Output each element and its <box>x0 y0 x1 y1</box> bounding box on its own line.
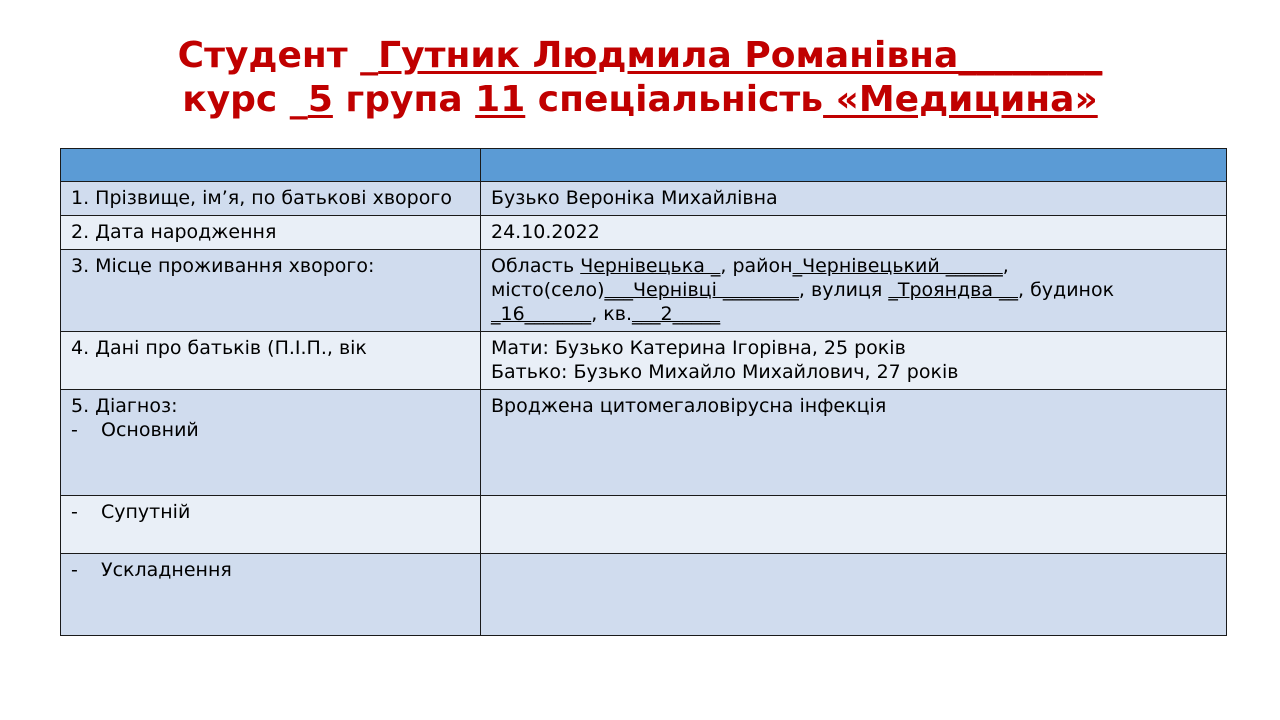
region-label: Область <box>491 255 581 277</box>
concomitant-value <box>481 496 1227 554</box>
title-line-2 <box>0 78 1280 122</box>
group-value: 11 <box>475 79 526 120</box>
group-label: група <box>332 79 476 120</box>
page-title <box>0 34 1280 122</box>
house-value: _16_______ <box>491 303 592 325</box>
birthdate-label: 2. Дата народження <box>61 216 481 250</box>
street-value: _Трояндва __ <box>888 279 1019 301</box>
city-value: ___Чернівці ________ <box>604 279 799 301</box>
student-label: Студент _ <box>177 35 379 76</box>
table-row-name <box>61 182 1227 216</box>
title-line-1 <box>0 34 1280 78</box>
table-row-birthdate <box>61 216 1227 250</box>
specialty-label: спеціальність <box>525 79 824 120</box>
dash-bullet: - <box>71 419 78 441</box>
district-comma: , <box>1002 255 1009 277</box>
street-label: , вулиця <box>798 279 889 301</box>
student-name: Гутник Людмила Романівна________ <box>378 35 1103 76</box>
header-cell-1 <box>61 149 481 182</box>
address-line-1 <box>491 254 1216 278</box>
district-value: _Чернівецький ______ <box>792 255 1003 277</box>
main-diagnosis-item <box>71 418 470 442</box>
parents-value <box>481 332 1227 390</box>
apt-label: , кв. <box>591 303 632 325</box>
name-value: Бузько Вероніка Михайлівна <box>481 182 1227 216</box>
father-info: Батько: Бузько Михайло Михайлович, 27 років <box>491 361 959 383</box>
complications-item <box>71 558 470 582</box>
address-line-3 <box>491 302 1216 326</box>
course-label: курс _ <box>182 79 308 120</box>
diagnosis-label: 5. Діагноз: <box>71 395 178 417</box>
name-label: 1. Прізвище, ім’я, по батькові хворого <box>61 182 481 216</box>
dash-bullet: - <box>71 559 78 581</box>
table-row-address <box>61 250 1227 332</box>
complications-value <box>481 554 1227 636</box>
city-label: місто(село) <box>491 279 605 301</box>
birthdate-value: 24.10.2022 <box>481 216 1227 250</box>
complications-label: Ускладнення <box>101 559 232 581</box>
table-row-concomitant <box>61 496 1227 554</box>
table-row-diagnosis <box>61 390 1227 496</box>
main-diagnosis-value: Вроджена цитомегаловірусна інфекція <box>481 390 1227 496</box>
district-label: , район <box>720 255 793 277</box>
concomitant-label: Супутній <box>101 501 191 523</box>
header-cell-2 <box>481 149 1227 182</box>
parents-label: 4. Дані про батьків (П.І.П., вік <box>61 332 481 390</box>
mother-info: Мати: Бузько Катерина Ігорівна, 25 років <box>491 337 906 359</box>
specialty-value: «Медицина» <box>823 79 1098 120</box>
apt-value: ___2_____ <box>631 303 721 325</box>
concomitant-label-cell <box>61 496 481 554</box>
main-diagnosis-label: Основний <box>101 419 199 441</box>
diagnosis-label-cell <box>61 390 481 496</box>
house-label: , будинок <box>1018 279 1115 301</box>
concomitant-item <box>71 500 470 524</box>
table-header-row <box>61 149 1227 182</box>
table-row-complications <box>61 554 1227 636</box>
complications-label-cell <box>61 554 481 636</box>
address-label: 3. Місце проживання хворого: <box>61 250 481 332</box>
region-value: Чернівецька _ <box>580 255 721 277</box>
address-value <box>481 250 1227 332</box>
address-line-2 <box>491 278 1216 302</box>
dash-bullet: - <box>71 501 78 523</box>
table-row-parents <box>61 332 1227 390</box>
patient-info-table <box>60 148 1227 636</box>
course-value: 5 <box>307 79 333 120</box>
